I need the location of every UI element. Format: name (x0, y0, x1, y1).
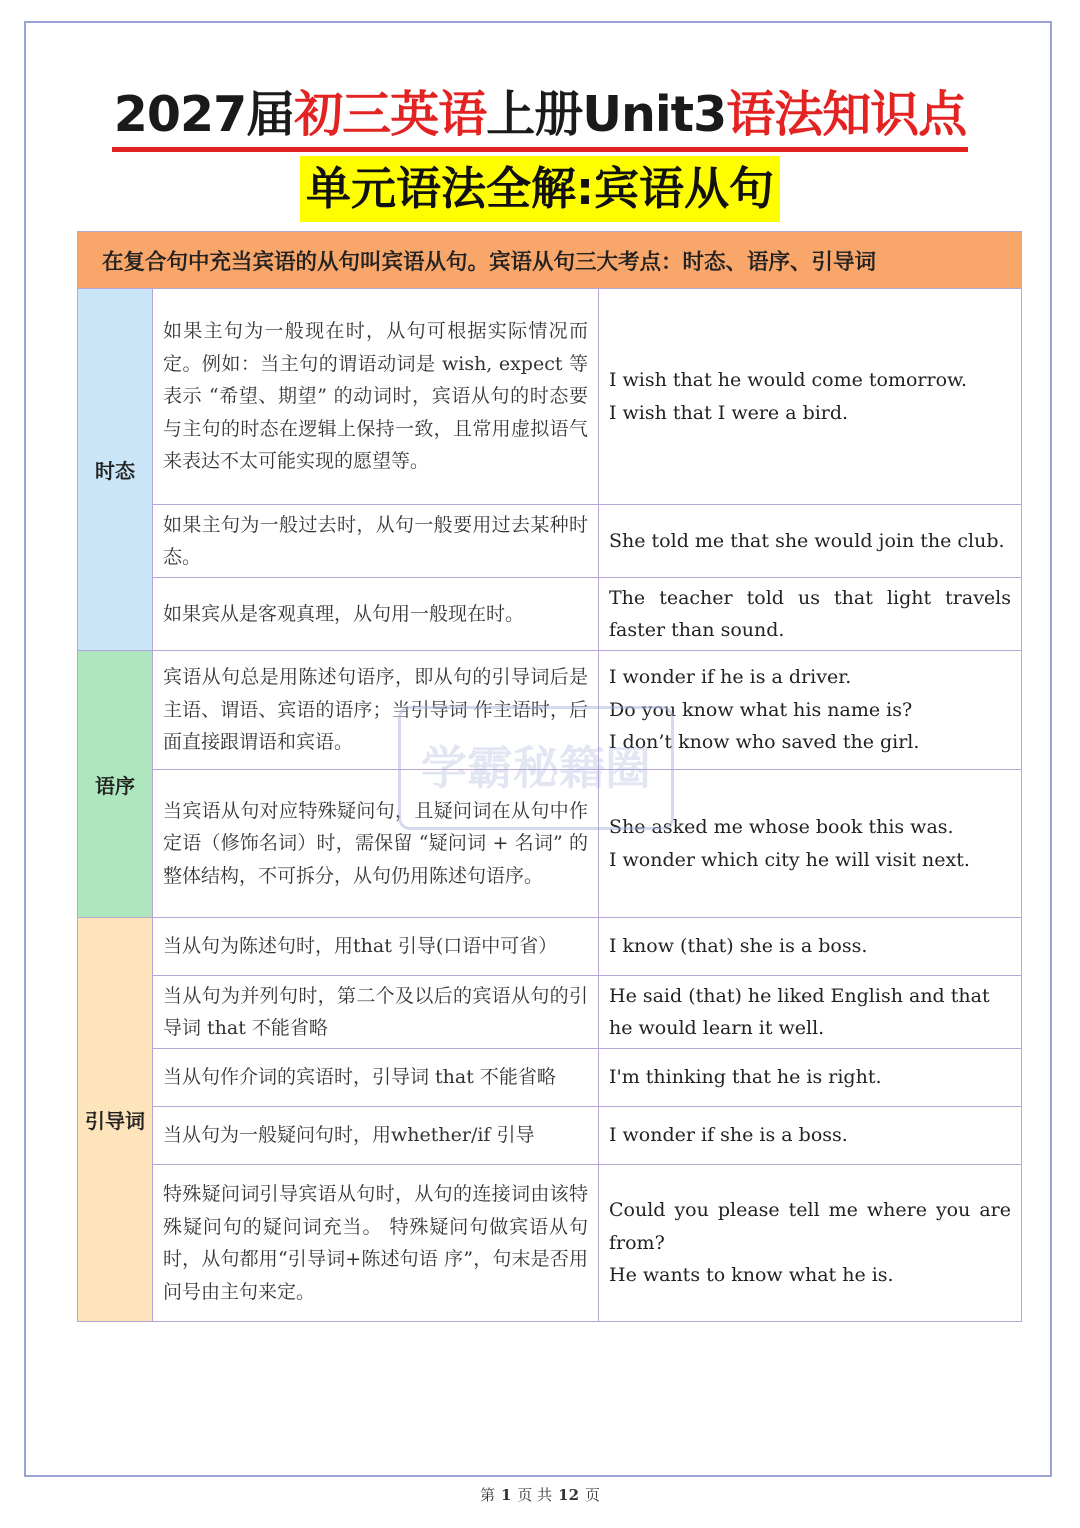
example-sentence: The teacher told us that light travels faster than sound. (609, 586, 1011, 641)
title-part-year: 2027届 (113, 86, 295, 143)
rule-cell: 当从句为并列句时，第二个及以后的宾语从句的引导词 that 不能省略 (153, 976, 599, 1049)
footer-total-pages: 12 (558, 1486, 580, 1504)
example-sentence: I don’t know who saved the girl. (609, 731, 920, 754)
rule-cell: 当宾语从句对应特殊疑问句，且疑问词在从句中作定语（修饰名词）时，需保留 “疑问词 + 名词” 的整体结构，不可拆分，从句仍用陈述句语序。 (153, 770, 599, 918)
table-row (78, 1107, 1022, 1165)
example-sentence: I wish that he would come tomorrow. (609, 369, 968, 391)
example-cell (599, 1165, 1022, 1322)
table-row (78, 651, 1022, 770)
footer-prefix: 第 (479, 1486, 495, 1504)
example-cell (599, 1049, 1022, 1107)
example-sentence: I'm thinking that he is right. (609, 1066, 882, 1089)
intro-row (78, 232, 1022, 289)
example-cell (599, 976, 1022, 1049)
table-row (78, 918, 1022, 976)
example-sentence: Do you know what his name is? (609, 698, 913, 721)
example-sentence: She asked me whose book this was. (609, 816, 954, 838)
footer-suffix: 页 (585, 1486, 601, 1504)
page-title (0, 80, 1080, 152)
example-sentence: I wonder which city he will visit next. (609, 848, 970, 871)
table-row (78, 976, 1022, 1049)
example-sentence: I know (that) she is a boss. (609, 935, 868, 958)
title-part-course: 初三英语 (294, 86, 487, 143)
example-cell (599, 289, 1022, 505)
example-cell (599, 651, 1022, 770)
example-sentence: Could you please tell me where you are from? (609, 1199, 1011, 1254)
rule-cell: 当从句为一般疑问句时，用whether/if 引导 (153, 1107, 599, 1165)
grammar-table (77, 231, 1022, 1322)
page-footer (0, 1484, 1080, 1505)
rule-cell: 宾语从句总是用陈述句语序，即从句的引导词后是主语、谓语、宾语的语序；当引导词 作主语时，后面直接跟谓语和宾语。 (153, 651, 599, 770)
footer-middle: 页 共 (517, 1486, 553, 1504)
example-cell (599, 770, 1022, 918)
table-row (78, 289, 1022, 505)
example-sentence: I wonder if he is a driver. (609, 666, 852, 689)
table-row (78, 505, 1022, 578)
intro-text: 在复合句中充当宾语的从句叫宾语从句。宾语从句三大考点：时态、语序、引导词 (78, 232, 1022, 289)
table-row (78, 770, 1022, 918)
example-sentence: She told me that she would join the club. (609, 529, 1005, 552)
table-row (78, 1165, 1022, 1322)
table-row (78, 1049, 1022, 1107)
example-sentence: He said (that) he liked English and that he would learn it well. (609, 984, 990, 1039)
rule-cell: 如果主句为一般过去时，从句一般要用过去某种时态。 (153, 505, 599, 578)
rule-cell: 如果宾从是客观真理，从句用一般现在时。 (153, 578, 599, 651)
example-cell (599, 1107, 1022, 1165)
example-sentence: I wish that I were a bird. (609, 401, 849, 424)
rule-cell: 如果主句为一般现在时，从句可根据实际情况而定。例如：当主句的谓语动词是 wish, expect 等表示 “希望、期望” 的动词时，宾语从句的时态要与主句的时态在逻辑上保持一致，且常用虚拟语气来表达不太可能实现的愿望等。 (153, 289, 599, 505)
rule-cell: 当从句为陈述句时，用that 引导(口语中可省） (153, 918, 599, 976)
rule-cell: 当从句作介词的宾语时，引导词 that 不能省略 (153, 1049, 599, 1107)
example-cell (599, 505, 1022, 578)
category-word-order: 语序 (78, 651, 153, 918)
table-row (78, 578, 1022, 651)
category-connector: 引导词 (78, 918, 153, 1322)
example-cell (599, 578, 1022, 651)
example-sentence: He wants to know what he is. (609, 1264, 894, 1287)
watermark-stamp: 学霸秘籍圈 (398, 706, 674, 830)
title-part-topic: 语法知识点 (726, 86, 967, 143)
example-sentence: I wonder if she is a boss. (609, 1124, 848, 1147)
subtitle-wrapper (0, 156, 1080, 222)
category-tense: 时态 (78, 289, 153, 651)
rule-cell: 特殊疑问词引导宾语从句时，从句的连接词由该特殊疑问句的疑问词充当。 特殊疑问句做宾语从句时，从句都用“引导词+陈述句语 序”，句末是否用问号由主句来定。 (153, 1165, 599, 1322)
page-subtitle: 单元语法全解:宾语从句 (300, 156, 780, 222)
title-part-unit: 上册Unit3 (486, 86, 727, 143)
footer-page-number: 1 (500, 1486, 512, 1504)
example-cell (599, 918, 1022, 976)
